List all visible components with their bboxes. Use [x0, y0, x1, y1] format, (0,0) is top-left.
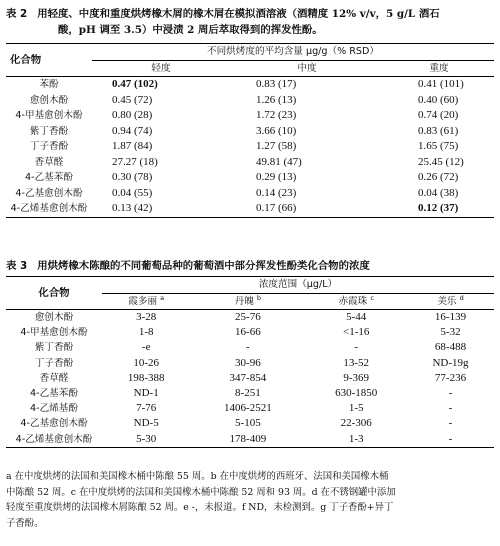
footnote-line4: 子香酚。	[6, 517, 44, 529]
table3-row	[6, 325, 494, 340]
table2-value-cell: 0.41 (101)	[418, 78, 464, 91]
table3-range-cell: 5-30	[136, 432, 157, 445]
table3-header-label: 赤霞珠	[338, 295, 368, 307]
table3-compound-name: 香草醛	[39, 372, 69, 384]
table2-value-cell: 1.27 (58)	[256, 140, 297, 153]
table3-range-cell: 22-306	[340, 417, 372, 430]
table2-value-cell: 0.29 (13)	[256, 171, 297, 184]
table2-row	[6, 201, 494, 217]
table3-header-variety	[102, 293, 190, 310]
table3-compound-name: 愈创木酚	[34, 312, 74, 324]
table2-compound-name: 紫丁香酚	[29, 125, 69, 137]
table3-range-cell: -	[448, 402, 453, 415]
table2-caption-line1: 用轻度、中度和重度烘烤橡木屑的橡木屑在模拟酒溶液（酒精度 12% v/v，5 g/L 酒石	[37, 8, 440, 20]
table2-value-cell: 0.74 (20)	[418, 109, 459, 122]
table3-header-compound: 化合物	[38, 286, 70, 299]
table2-value-cell: 0.13 (42)	[112, 202, 153, 215]
table3-header-footnote-mark: b	[256, 293, 262, 302]
table2-compound-name: 4-乙基苯酚	[25, 172, 73, 184]
table2	[6, 43, 494, 218]
table3-row	[6, 356, 494, 371]
table3-range-cell: 1-8	[138, 326, 154, 339]
table2-value-cell: 0.80 (28)	[112, 109, 153, 122]
table3-header-group: 浓度范围（µg/L）	[102, 277, 494, 294]
table3-header-variety	[190, 293, 305, 310]
table3-range-cell: 16-66	[235, 326, 261, 339]
table2-row	[6, 139, 494, 155]
table3-range-cell: 5-105	[235, 417, 261, 430]
table2-value-cell: 0.26 (72)	[418, 171, 459, 184]
table2-row	[6, 155, 494, 171]
table2-compound-name: 4-乙基愈创木酚	[15, 187, 83, 199]
table2-value-cell: 0.83 (61)	[418, 124, 459, 137]
table3-range-cell: -	[246, 341, 250, 354]
table2-value-cell: 0.30 (78)	[112, 171, 153, 184]
table3-body	[6, 310, 494, 448]
table2-value-cell: 0.47 (102)	[112, 78, 158, 91]
table3-range-cell: 30-96	[235, 356, 261, 369]
table2-row	[6, 77, 494, 93]
table3-caption	[6, 258, 494, 274]
table2-compound-name: 香草醛	[34, 156, 64, 168]
table3-range-cell: 1-5	[348, 402, 364, 415]
table2-value-cell: 27.27 (18)	[112, 155, 158, 168]
table2-header-light: 轻度	[151, 62, 171, 74]
table2-value-cell: 3.66 (10)	[256, 124, 297, 137]
table3-range-cell: -	[448, 417, 453, 430]
table3	[6, 276, 494, 448]
table3-range-cell: 178-409	[229, 432, 267, 445]
table2-value-cell: 25.45 (12)	[418, 155, 464, 168]
table3-range-cell: 77-236	[434, 371, 467, 384]
table2-body	[6, 77, 494, 218]
table2-value-cell: 1.65 (75)	[418, 140, 459, 153]
table3-caption-text: 用烘烤橡木陈酿的不同葡萄品种的葡萄酒中部分挥发性酚类化合物的浓度	[37, 260, 370, 272]
table3-range-cell: 1-3	[348, 432, 364, 445]
table2-compound-name: 丁子香酚	[29, 141, 69, 153]
table3-range-cell: 630-1850	[335, 387, 378, 400]
table3-header-footnote-mark: a	[160, 293, 165, 302]
table2-header-heavy: 重度	[429, 62, 449, 74]
table2-value-cell: 49.81 (47)	[256, 155, 302, 168]
table3-row	[6, 401, 494, 416]
table2-value-cell: 0.40 (60)	[418, 93, 459, 106]
table3-range-cell: 198-388	[127, 371, 165, 384]
table2-row	[6, 186, 494, 202]
table2-value-cell: 0.04 (38)	[418, 186, 459, 199]
table3-compound-name: 4-乙烯基愈创木酚	[15, 433, 93, 445]
table2-value-cell: 1.72 (23)	[256, 109, 297, 122]
table3-range-cell: 16-139	[434, 311, 467, 324]
table3-range-cell: 68-488	[434, 341, 467, 354]
table3-range-cell: 8-251	[235, 387, 261, 400]
table2-value-cell: 1.26 (13)	[256, 93, 297, 106]
table2-value-cell: 0.94 (74)	[112, 124, 153, 137]
table3-range-cell: 9-369	[343, 371, 370, 384]
table2-value-cell: 0.83 (17)	[256, 78, 297, 91]
table3-row	[6, 340, 494, 355]
table3-range-cell: 5-32	[440, 326, 461, 339]
table2-compound-name: 苯酚	[39, 79, 59, 91]
table3-row	[6, 416, 494, 431]
table2-compound-name: 4-乙烯基愈创木酚	[10, 203, 88, 215]
table3-range-cell: 25-76	[235, 311, 261, 324]
table3-header-variety	[305, 293, 407, 310]
table3-range-cell: 5-44	[346, 311, 367, 324]
table3-range-cell: 347-854	[229, 371, 267, 384]
table3-range-cell: -	[354, 341, 359, 354]
table3-header-footnote-mark: d	[459, 293, 464, 302]
table3-range-cell: 3-28	[136, 311, 157, 324]
table2-number: 表 2	[6, 8, 28, 20]
footnote-line2: 中陈酿 52 周。c 在中度烘烤的法国和美国橡木桶中陈酿 52 周和 93 周。d 在不锈钢罐中添加	[6, 486, 396, 498]
table3-footnote	[6, 469, 494, 531]
table2-value-cell: 1.87 (84)	[112, 140, 153, 153]
table3-row	[6, 432, 494, 448]
table2-row	[6, 170, 494, 186]
table3-header-variety	[407, 293, 494, 310]
table3-row	[6, 386, 494, 401]
table2-caption	[6, 6, 494, 38]
table2-row	[6, 124, 494, 140]
table3-compound-name: 4-甲基愈创木酚	[20, 327, 88, 339]
table2-caption-line2: 酸，pH 调至 3.5）中浸渍 2 周后萃取得到的挥发性酚。	[58, 24, 323, 36]
table3-compound-name: 丁子香酚	[34, 357, 74, 369]
table2-value-cell: 0.14 (23)	[256, 186, 297, 199]
table2-header-compound: 化合物	[10, 53, 42, 66]
table3-range-cell: 10-26	[133, 356, 160, 369]
table3-header-label: 霞多丽	[128, 295, 158, 307]
table3-compound-name: 4-乙基愈创木酚	[20, 418, 88, 430]
table2-value-cell: 0.45 (72)	[112, 93, 153, 106]
table3-compound-name: 紫丁香酚	[34, 342, 74, 354]
table3-number: 表 3	[6, 260, 28, 272]
table2-row	[6, 108, 494, 124]
table2-value-cell: 0.17 (66)	[256, 202, 297, 215]
table3-range-cell: ND-5	[133, 417, 159, 430]
table2-value-cell: 0.04 (55)	[112, 186, 153, 199]
table3-range-cell: -	[448, 432, 453, 445]
table3-compound-name: 4-乙烯基酚	[30, 403, 78, 415]
table3-row	[6, 371, 494, 386]
table2-value-cell: 0.12 (37)	[418, 202, 459, 215]
table2-compound-name: 愈创木酚	[29, 94, 69, 106]
table2-header-medium: 中度	[297, 62, 317, 74]
footnote-line3: 轻度至重度烘烤的法国橡木屑陈酿 52 周。e -，未报道。f ND，未检测到。g 丁子香酚+异丁	[6, 502, 394, 513]
table3-header-footnote-mark: c	[370, 293, 374, 302]
footnote-line1: a 在中度烘烤的法国和美国橡木桶中陈酿 55 周。b 在中度烘烤的西班牙、法国和美国橡木桶	[6, 471, 389, 482]
table3-range-cell: 13-52	[343, 356, 370, 369]
table2-header-group: 不同烘烤度的平均含量 µg/g（% RSD）	[92, 44, 494, 61]
table3-range-cell: 1406-2521	[224, 402, 272, 415]
table3-range-cell: -e	[141, 341, 151, 354]
table3-row	[6, 310, 494, 326]
table2-row	[6, 93, 494, 109]
table3-header-label: 美乐	[437, 295, 457, 307]
table3-range-cell: 7-76	[136, 402, 157, 415]
table3-range-cell: ND-1	[133, 387, 159, 400]
table3-range-cell: <1-16	[342, 326, 370, 339]
table2-compound-name: 4-甲基愈创木酚	[15, 110, 83, 122]
table3-range-cell: -	[448, 387, 453, 400]
table3-compound-name: 4-乙基苯酚	[30, 388, 78, 400]
table3-range-cell: ND-19g	[432, 356, 469, 369]
table3-header-label: 丹魄	[234, 295, 254, 307]
